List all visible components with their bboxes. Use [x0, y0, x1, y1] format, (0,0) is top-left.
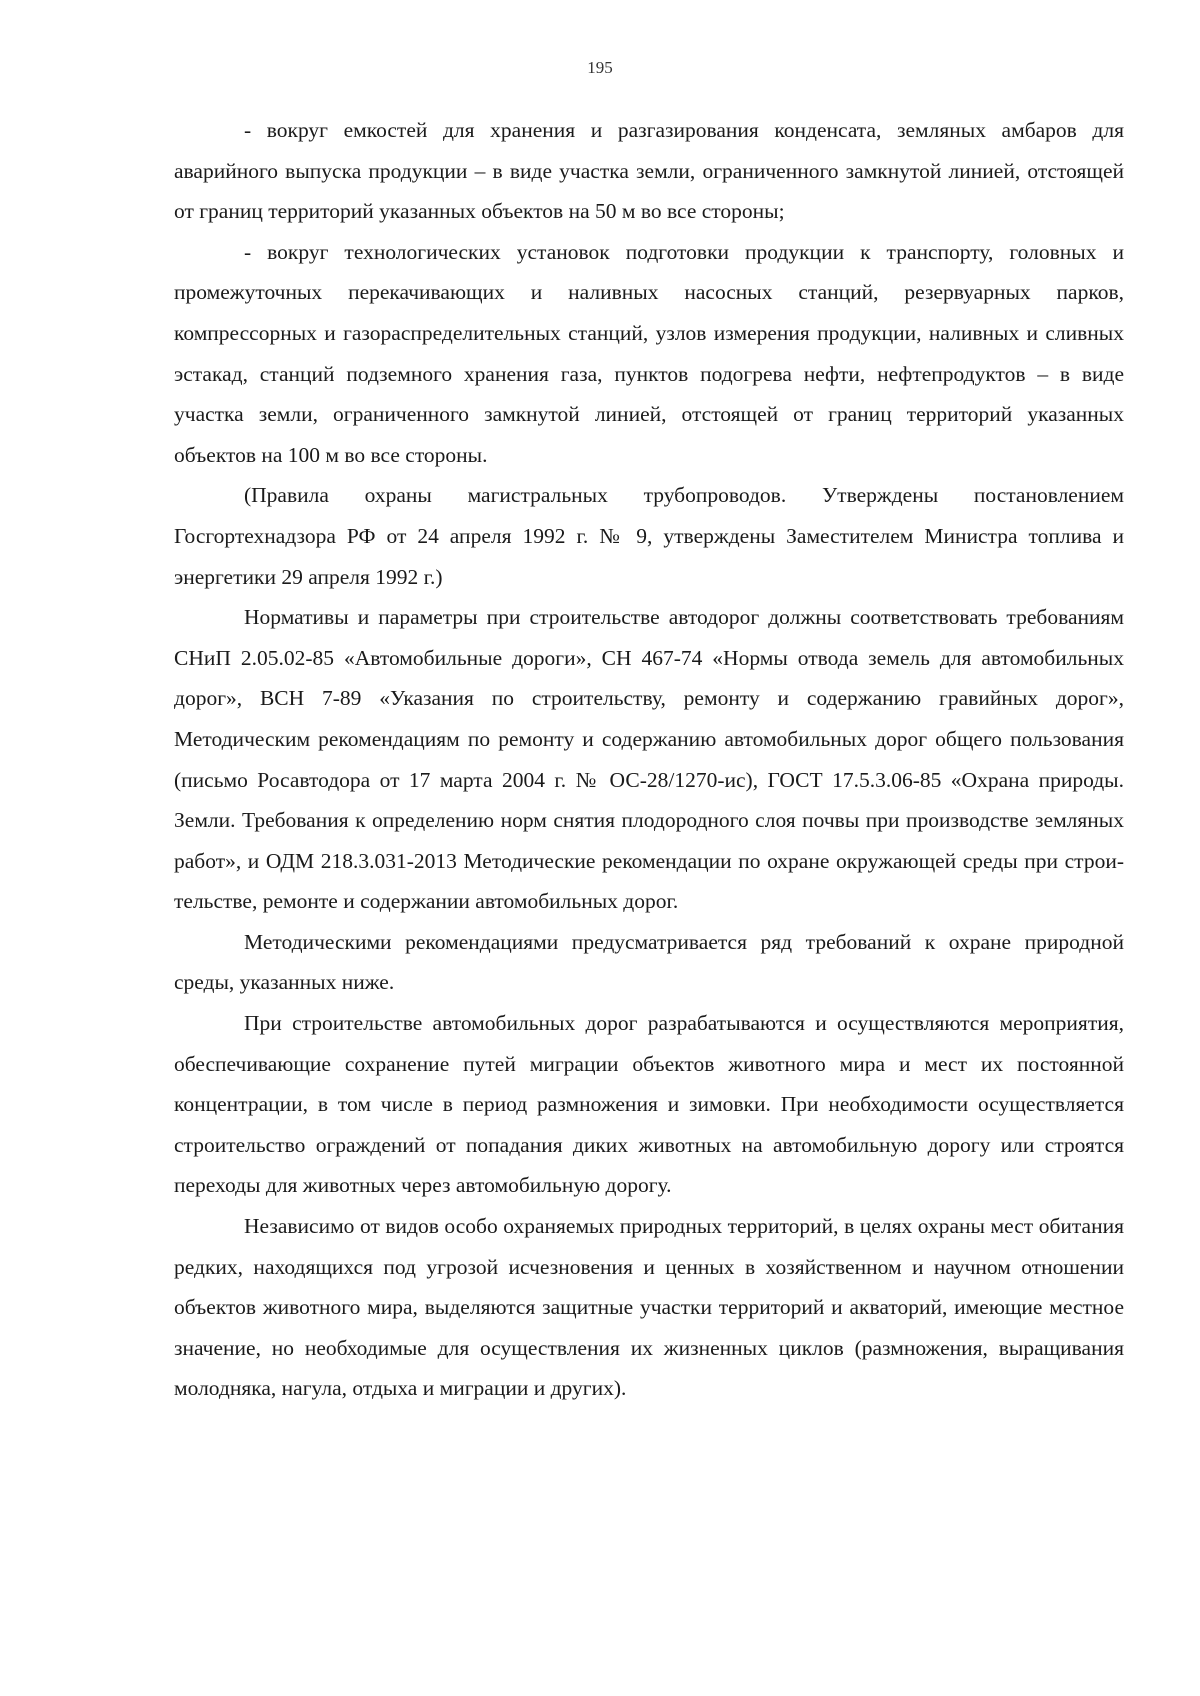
paragraph-condensate-tanks: - вокруг емкостей для хранения и разгазирования конденсата, земляных амбаров для аварийного выпуска продукции – в виде участка земли, ограниченного замкнутой линией, отстоящей от границ территорий указанных объектов на 50 м во все стороны;	[174, 118, 1124, 224]
paragraph-road-standards: Нормативы и параметры при строительстве автодорог должны соответствовать требованиям СНиП 2.05.02-85 «Автомобильные дороги», СН 467-74 «Нормы отвода земель для автомобильных дорог», ВСН 7-89 «Указания по строительству, ремонту и содержанию гравийных дорог», Методическим рекомендациям по ремонту и содержанию автомобильных дорог общего пользования (письмо Росавтодора от 17 марта 2004 г. № ОС-28/1270-ис), ГОСТ 17.5.3.06-85 «Охрана природы. Земли. Требования к определению норм снятия плодородного слоя почвы при производстве земляных работ», и ОДМ 218.3.031-2013 Методические рекомендации по охране окружающей среды при строительстве, ремонте и содержании автомобильных дорог.	[174, 605, 1124, 914]
paragraph-protected-areas: Независимо от видов особо охраняемых природных территорий, в целях охраны мест обитания редких, находящихся под угрозой исчезновения и ценных в хозяйственном и научном отношении объектов животного мира, выделяются защитные участки территорий и акваторий, имеющие местное значение, но необходимые для осуществления их жизненных циклов (размножения, выращивания молодняка, нагула, отдыха и миграции и других).	[174, 1214, 1124, 1401]
paragraph-pipeline-rules-reference: (Правила охраны магистральных трубопроводов. Утверждены постановлением Госгортехнадзора РФ от 24 апреля 1992 г. № 9, утверждены Заместителем Министра топлива и энергетики 29 апреля 1992 г.)	[174, 483, 1124, 589]
paragraph-technological-installations: - вокруг технологических установок подготовки продукции к транспорту, головных и промежуточных перекачивающих и наливных насосных станций, резервуарных парков, компрессорных и газораспределительных станций, узлов измерения продукции, наливных и сливных эстакад, станций подземного хранения газа, пунктов подогрева нефти, нефтепродуктов – в виде участка земли, ограниченного замкнутой линией, отстоящей от границ территорий указанных объектов на 100 м во все стороны.	[174, 239, 1124, 467]
paragraph-migration-paths: При строительстве автомобильных дорог разрабатываются и осуществляются мероприятия, обеспечивающие сохранение путей миграции объектов животного мира и мест их постоянной концентрации, в том числе в период размножения и зимовки. При необходимости осуществляется строительство ограждений от попадания диких животных на автомобильную дорогу или строятся переходы для животных через автомобильную дорогу.	[174, 1011, 1124, 1198]
page-number: 195	[587, 58, 613, 77]
paragraph-methodical-recommendations: Методическими рекомендациями предусматривается ряд требований к охране природной среды, указанных ниже.	[174, 929, 1124, 995]
document-body	[174, 110, 1124, 1409]
